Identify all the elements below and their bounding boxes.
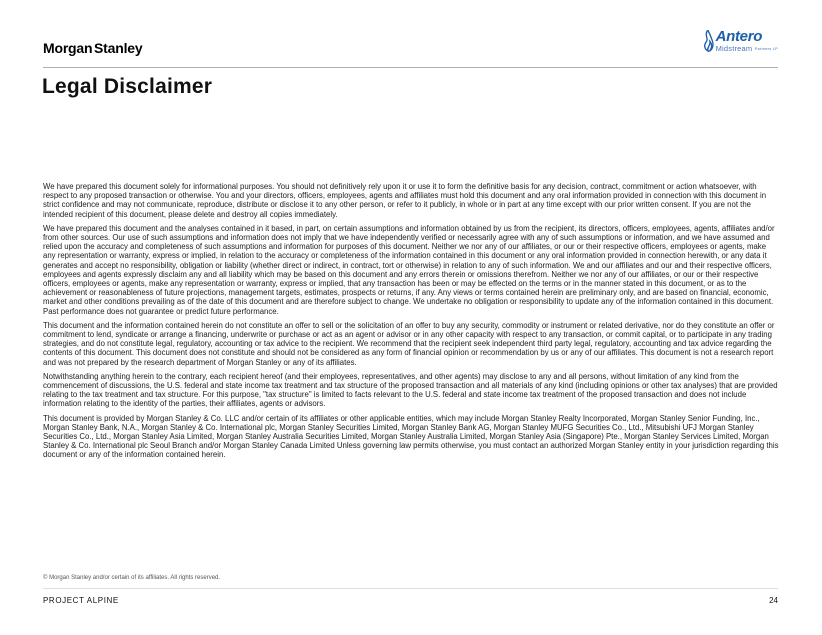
header-divider <box>43 67 778 68</box>
disclaimer-paragraph: This document is provided by Morgan Stanley & Co. LLC and/or certain of its affiliates or other applicable entities, which may include Morgan Stanley Realty Incorporated, Morgan Stanley Senior Funding, Inc., Morgan Stanley Bank, N.A., Morgan Stanley & Co. International plc, Morgan Stanley Securities Limited, Morgan Stanley Bank AG, Morgan Stanley MUFG Securities Co., Ltd., Mitsubishi UFJ Morgan Stanley Securities Co., Ltd., Morgan Stanley Asia Limited, Morgan Stanley Australia Securities Limited, Morgan Stanley Australia Limited, Morgan Stanley Asia (Singapore) Pte., Morgan Stanley Services Limited, Morgan Stanley & Co. International plc Seoul Branch and/or Morgan Stanley Canada Limited Unless governing law permits otherwise, you must contact an authorized Morgan Stanley entity in your jurisdiction regarding this document or any of the information contained herein. <box>43 413 779 460</box>
page-number: 24 <box>769 596 778 605</box>
footer-divider <box>43 588 778 589</box>
disclaimer-body <box>43 182 780 465</box>
copyright-notice: © Morgan Stanley and/or certain of its affiliates. All rights reserved. <box>43 575 221 581</box>
antero-division-suffix: Partners LP <box>754 46 778 51</box>
project-name-label: PROJECT ALPINE <box>43 596 119 605</box>
page-title: Legal Disclaimer <box>42 75 213 98</box>
antero-midstream-logo <box>700 29 778 53</box>
disclaimer-paragraph: This document and the information contained herein do not constitute an offer to sell or the solicitation of an offer to buy any security, commodity or instrument or related derivative, nor do they constitute an offer or commitment to lend, syndicate or arrange a financing, underwrite or purchase or act as an agent or advisor or in any other capacity with respect to any transaction, or commit capital, or to participate in any trading strategies, and do not constitute legal, regulatory, accounting or tax advice to the recipient. We recommend that the recipient seek independent third party legal, regulatory, accounting and tax advice regarding the contents of this document. This document does not constitute and should not be considered as any form of financial opinion or recommendation by us or any of our affiliates. This document is not a research report and was not prepared by the research department of Morgan Stanley or any of its affiliates. <box>43 320 775 367</box>
footer-bar <box>43 596 778 605</box>
disclaimer-paragraph: We have prepared this document solely for informational purposes. You should not definitively rely upon it or use it to form the definitive basis for any decision, contract, commitment or action whatsoever, with respect to any proposed transaction or otherwise. You and your directors, officers, employees, agents and affiliates must hold this document and any oral information provided in connection with this document in strict confidence and may not communicate, reproduce, distribute or disclose it to any other person, or refer to it publicly, in whole or in part at any time except with our prior written consent. If you are not the intended recipient of this document, please delete and destroy all copies immediately. <box>43 182 767 219</box>
antero-logo-name: Antero <box>715 28 763 45</box>
antero-division-label: Midstream <box>715 44 753 53</box>
disclaimer-paragraph: We have prepared this document and the analyses contained in it based, in part, on certain assumptions and information obtained by us from the recipient, its directors, officers, employees, agents, affiliates and/or from other sources. Our use of such assumptions and information does not imply that we have independently verified or necessarily agree with any of such assumptions or information, and we have assumed and relied upon the accuracy and completeness of such assumptions and information for purposes of this document. Neither we nor any of our affiliates, or our or their respective officers, employees or agents, make any representation or warranty, express or implied, in relation to the accuracy or completeness of the information contained in this document or any oral information provided in connection herewith, or any data it generates and accept no responsibility, obligation or liability (whether direct or indirect, in contract, tort or otherwise) in relation to any of such information. We and our affiliates and our and their respective officers, employees and agents expressly disclaim any and all liability which may be based on this document and any errors therein or omissions therefrom. Neither we nor any of our affiliates, or our or their respective officers, employees or agents, make any representation or warranty, express or implied, that any transaction has been or may be effected on the terms or in the manner stated in this document, or as to the achievement or reasonableness of future projections, management targets, estimates, prospects or returns, if any. Any views or terms contained herein are preliminary only, and are based on financial, economic, market and other conditions prevailing as of the date of this document and are therefore subject to change. We undertake no obligation or responsibility to update any of the information contained in this document. Past performance does not guarantee or predict future performance. <box>43 223 775 316</box>
morgan-stanley-logo: Morgan Stanley <box>43 40 143 56</box>
antero-flame-icon <box>700 30 714 52</box>
disclaimer-paragraph: Notwithstanding anything herein to the contrary, each recipient hereof (and their employees, representatives, and other agents) may disclose to any and all persons, without limitation of any kind from the commencement of discussions, the U.S. federal and state income tax treatment and tax structure of the proposed transaction and all materials of any kind (including opinions or other tax analyses) that are provided relating to the tax treatment and tax structure. For this purpose, "tax structure" is limited to facts relevant to the U.S. federal and state income tax treatment of the proposed transaction and does not include information relating to the identity of the parties, their affiliates, agents or advisors. <box>43 371 778 409</box>
antero-logo-text <box>716 29 778 53</box>
antero-logo-division <box>716 45 778 53</box>
